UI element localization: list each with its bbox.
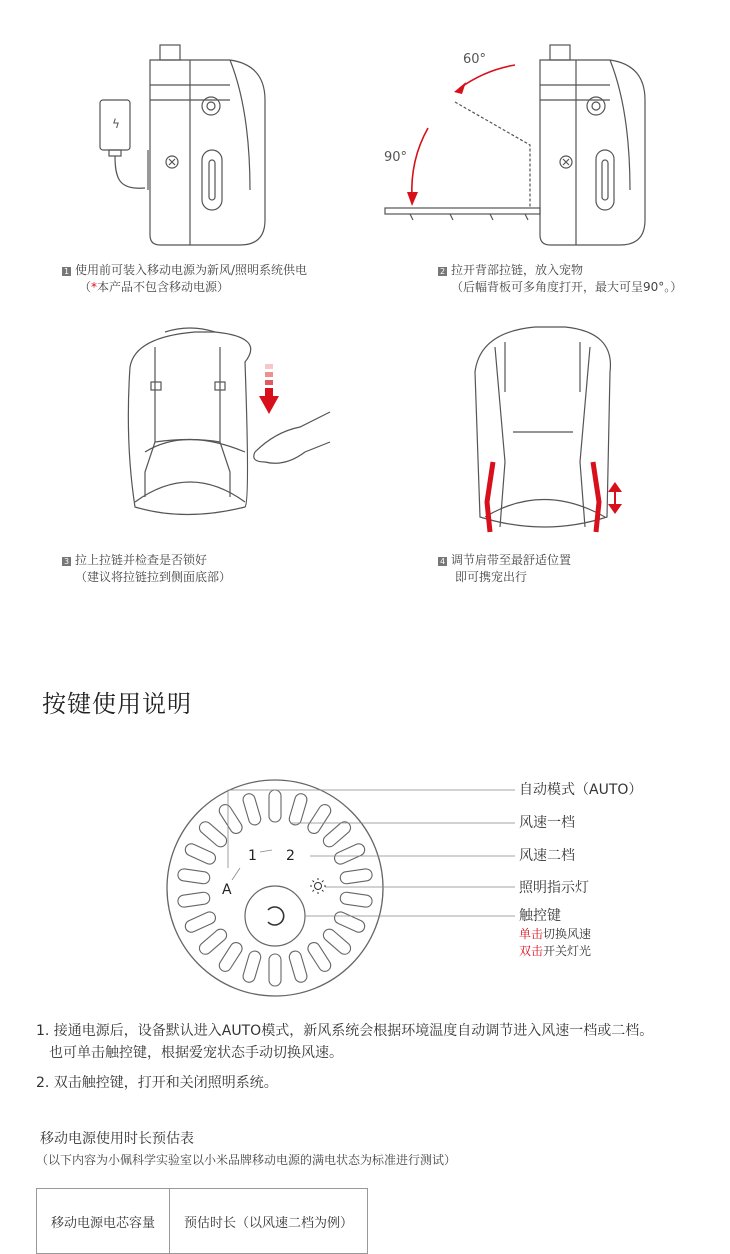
step4-illustration — [465, 322, 645, 542]
vent-slot — [288, 792, 309, 826]
note-2: 2. 双击触控键，打开和关闭照明系统。 — [36, 1075, 278, 1091]
step2-line2: （后幅背板可多角度打开，最大可呈90°。） — [451, 280, 683, 294]
vent-slot — [242, 792, 263, 826]
estimate-title: 移动电源使用时长预估表 — [40, 1131, 194, 1147]
table-row — [37, 1189, 368, 1254]
vent-slot — [242, 950, 263, 984]
legend-single-tap — [519, 926, 591, 943]
step1-caption: 1 使用前可装入移动电源为新风/照明系统供电 （*本产品不包含移动电源） — [63, 263, 308, 294]
note-1-line1: 1. 接通电源后，设备默认进入AUTO模式，新风系统会根据环境温度自动调节进入风速一档或二档。 — [36, 1023, 654, 1039]
vent-slot — [339, 891, 372, 907]
speed2-marker: 2 — [286, 848, 295, 864]
estimate-table — [36, 1188, 368, 1254]
step-number-badge: 3 — [63, 557, 70, 566]
angle-90-label: 90° — [384, 150, 408, 165]
vent-slot — [333, 910, 367, 934]
step2-illustration — [380, 40, 660, 250]
step2-line1: 拉开背部拉链，放入宠物 — [451, 263, 584, 277]
legend-speed1: 风速一档 — [519, 815, 575, 831]
vent-slot — [306, 802, 333, 835]
section-title: 按键使用说明 — [42, 690, 192, 718]
vent-slot — [288, 950, 309, 984]
step-number-badge: 1 — [63, 267, 70, 276]
step1-asterisk: * — [91, 280, 98, 294]
legend-light: 照明指示灯 — [519, 880, 589, 896]
vent-slot — [197, 819, 229, 849]
vent-slot — [269, 954, 281, 986]
estimate-subtitle: （以下内容为小佩科学实验室以小米品牌移动电源的满电状态为标准进行测试） — [36, 1153, 457, 1167]
vent-slot — [306, 940, 333, 973]
note-1-line2: 也可单击触控键，根据爱宠状态手动切换风速。 — [49, 1045, 343, 1061]
touch-area-ring — [245, 886, 305, 946]
step3-illustration — [115, 322, 335, 522]
speed1-marker: 1 — [248, 848, 257, 864]
step4-caption — [438, 552, 571, 586]
single-tap-text: 切换风速 — [543, 927, 592, 941]
step4-line2: 即可携宠出行 — [455, 570, 528, 584]
legend-touch: 触控键 — [519, 908, 561, 924]
legend-speed2: 风速二档 — [519, 848, 575, 864]
touch-icon — [268, 907, 284, 925]
step2-caption — [438, 262, 682, 296]
step3-caption — [62, 552, 231, 586]
step1-illustration — [90, 40, 280, 250]
single-tap-label: 单击 — [519, 927, 544, 941]
legend-auto: 自动模式（AUTO） — [519, 782, 643, 798]
svg-text:ϟ: ϟ — [112, 117, 120, 131]
legend-double-tap — [519, 943, 591, 960]
vent-slot — [321, 819, 353, 849]
vent-slot — [339, 868, 372, 884]
vent-slot — [177, 868, 210, 884]
step-number-badge: 2 — [439, 267, 446, 276]
angle-60-label: 60° — [463, 52, 487, 67]
vent-slot — [321, 927, 353, 957]
vent-slot — [333, 842, 367, 866]
double-tap-label: 双击 — [519, 944, 544, 958]
usage-notes — [36, 1020, 726, 1094]
double-tap-text: 开关灯光 — [543, 944, 592, 958]
step3-line1: 拉上拉链并检查是否锁好 — [75, 553, 208, 567]
panel-outer-ring — [167, 780, 383, 996]
step3-line2: （建议将拉链拉到侧面底部） — [75, 570, 232, 584]
light-icon — [310, 878, 326, 894]
vent-slot — [197, 927, 229, 957]
vent-slot — [183, 910, 217, 934]
step1-line1: 使用前可装入移动电源为新风/照明系统供电 — [75, 263, 308, 277]
table-header-capacity: 移动电源电芯容量 — [37, 1189, 170, 1254]
vent-slot — [217, 802, 244, 835]
vent-slot — [177, 891, 210, 907]
step-number-badge: 4 — [439, 557, 446, 566]
step4-line1: 调节肩带至最舒适位置 — [451, 553, 572, 567]
table-header-duration: 预估时长（以风速二档为例） — [170, 1189, 368, 1254]
auto-marker: A — [222, 882, 232, 898]
step1-line2: 本产品不包含移动电源 — [97, 280, 218, 294]
vent-slot — [217, 940, 244, 973]
vent-slot — [269, 790, 281, 822]
control-panel-diagram — [150, 768, 530, 1008]
vent-slot — [183, 842, 217, 866]
